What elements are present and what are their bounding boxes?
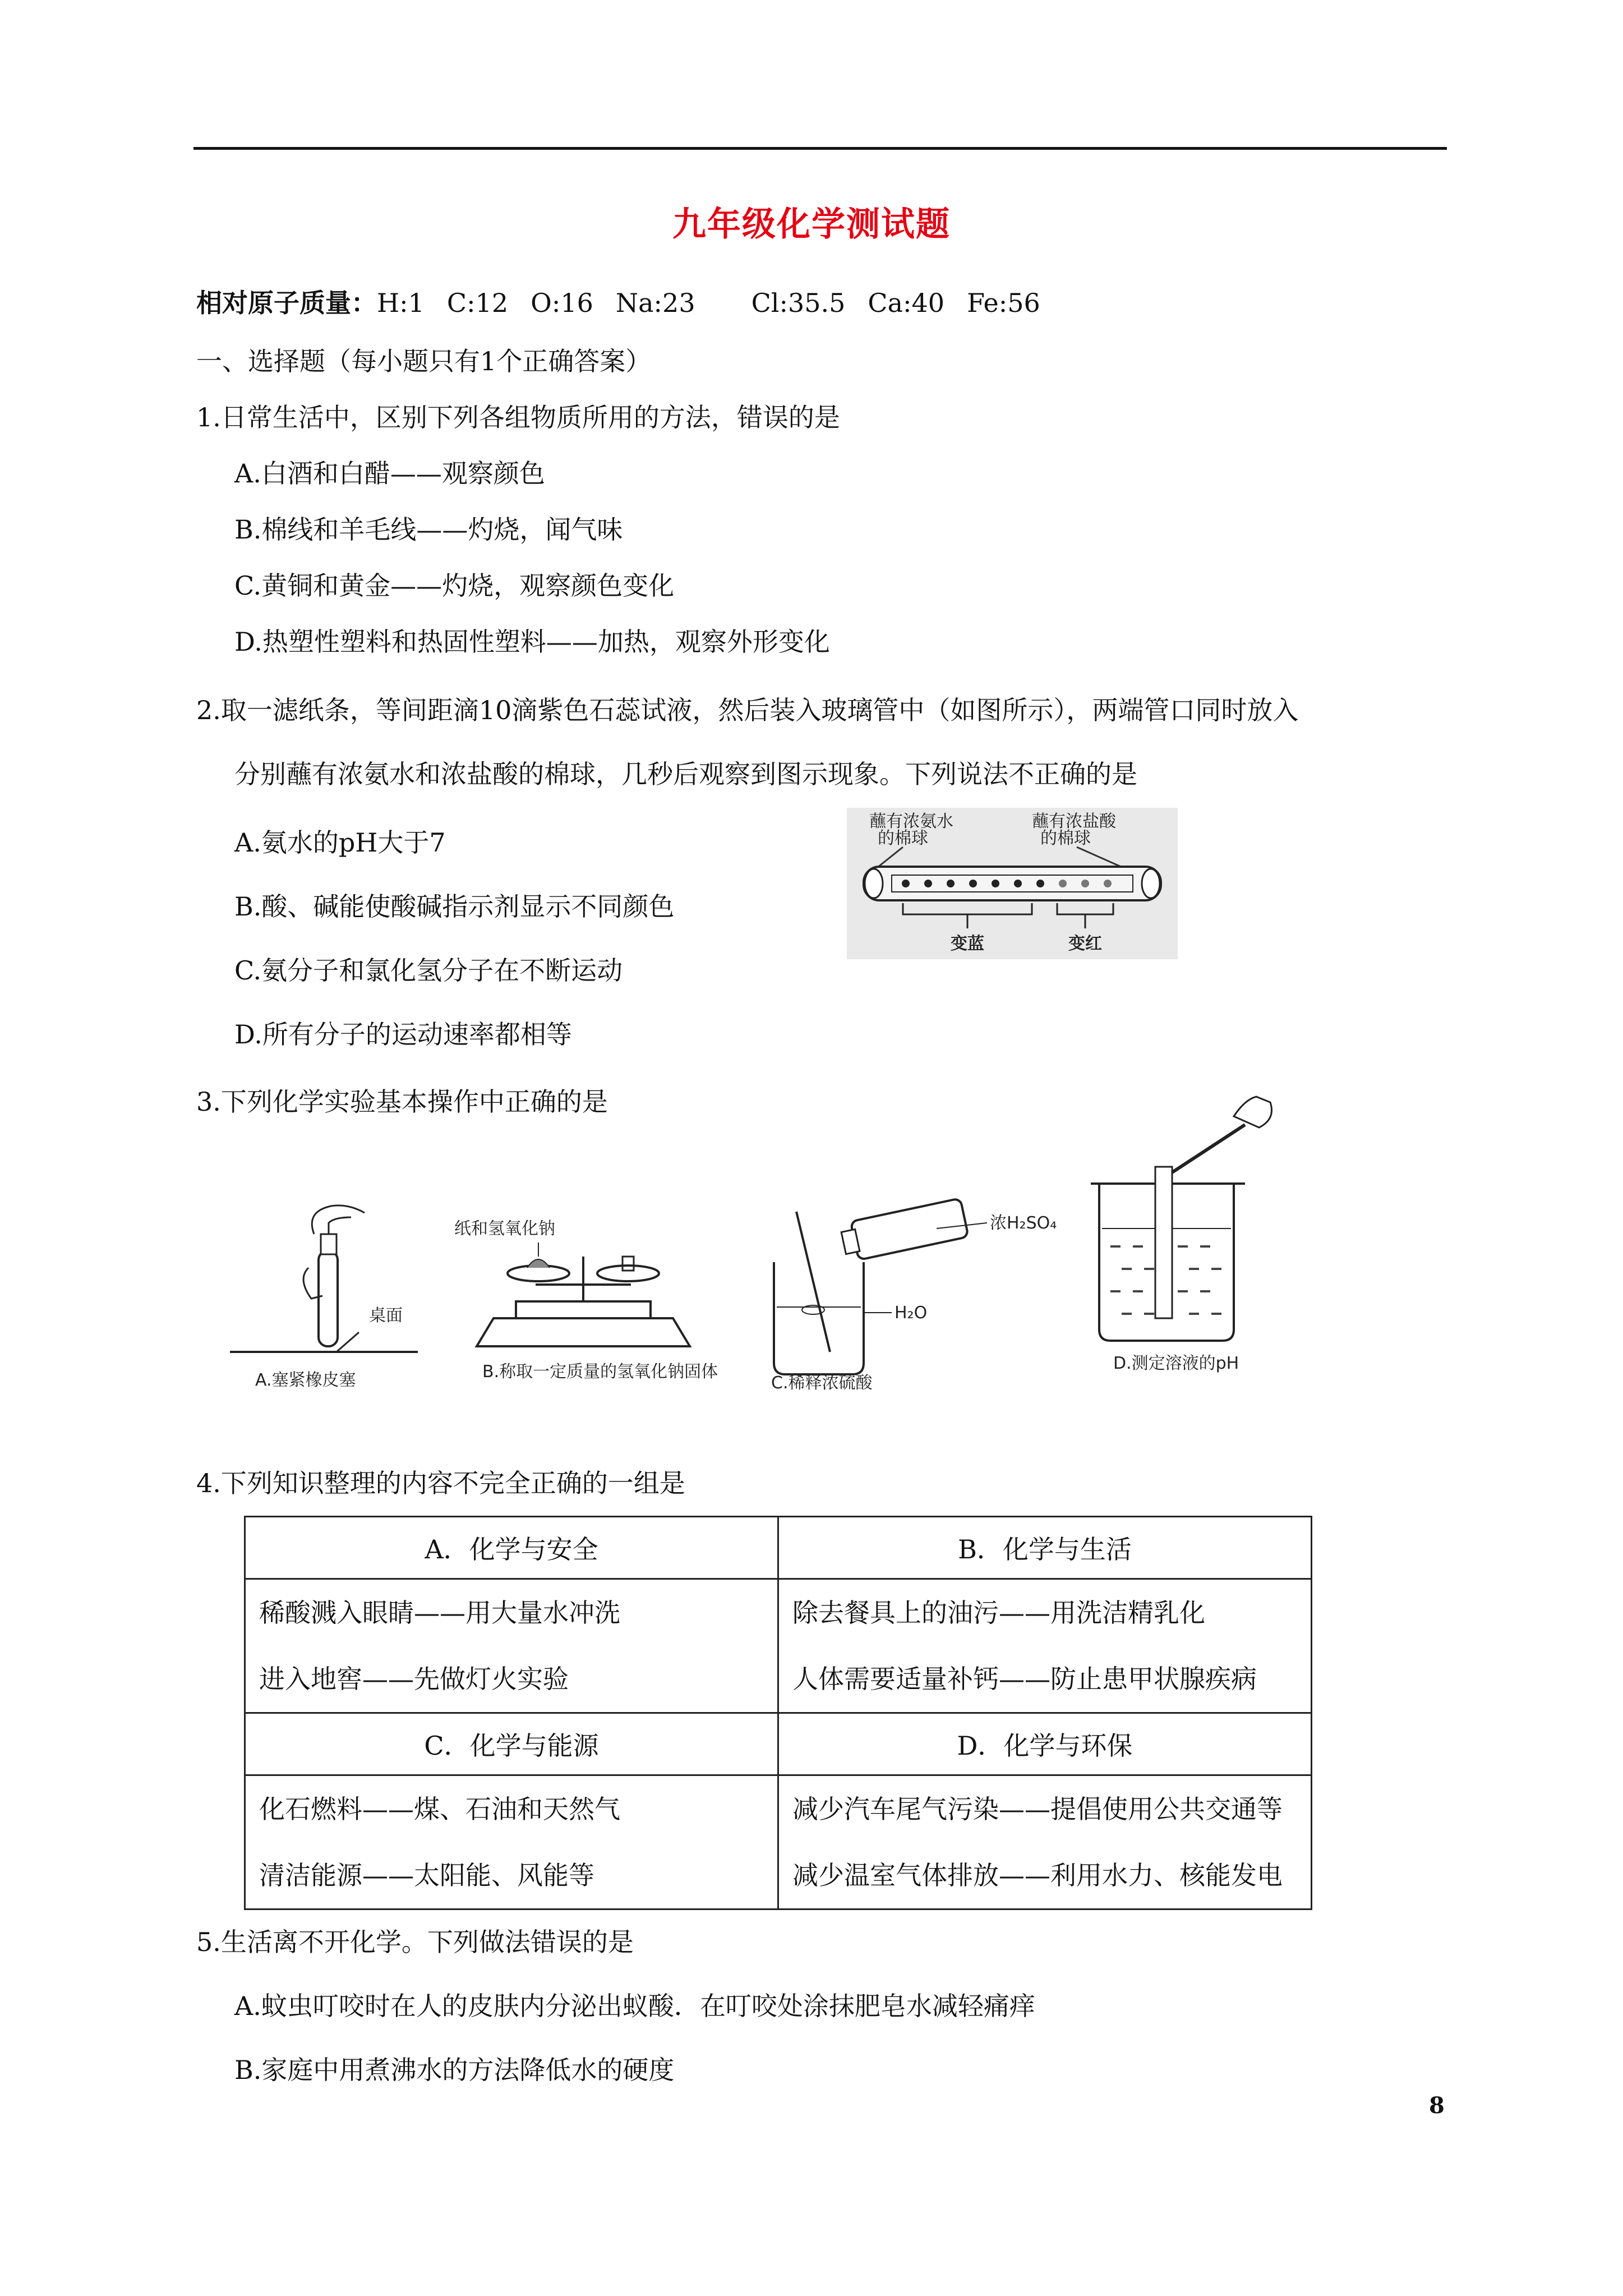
q2-right-label-1: 蘸有浓盐酸 xyxy=(1032,812,1116,831)
q2-blue-label: 变蓝 xyxy=(951,934,984,954)
figure-c-label: C.稀释浓硫酸 xyxy=(771,1373,873,1393)
q5-option-a: A.蚊虫叮咬时在人的皮肤内分泌出蚁酸．在叮咬处涂抹肥皂水减轻痛痒 xyxy=(234,1991,1035,2021)
q1-option-d: D.热塑性塑料和热固性塑料——加热，观察外形变化 xyxy=(234,627,830,657)
table-header-c: C．化学与能源 xyxy=(245,1713,778,1775)
figure-c-acid-label: 浓H₂SO₄ xyxy=(990,1213,1057,1233)
table-header-b: B．化学与生活 xyxy=(778,1517,1312,1579)
page-title: 九年级化学测试题 xyxy=(672,205,951,244)
figure-b-balance xyxy=(454,1219,718,1382)
table-header-d: D．化学与环保 xyxy=(778,1713,1312,1775)
mass-c: C:12 xyxy=(446,288,509,318)
table-c-line2: 清洁能源——太阳能、风能等 xyxy=(259,1860,594,1890)
table-cell-d xyxy=(778,1775,1312,1910)
q2-stem-line2: 分别蘸有浓氨水和浓盐酸的棉球，几秒后观察到图示现象。下列说法不正确的是 xyxy=(234,759,1137,789)
q4-stem: 4.下列知识整理的内容不完全正确的一组是 xyxy=(196,1468,685,1498)
mass-fe: Fe:56 xyxy=(967,288,1040,318)
cotton-ball-left xyxy=(865,869,883,898)
q1-option-a: A.白酒和白醋——观察颜色 xyxy=(234,458,545,489)
figure-d-label: D.测定溶液的pH xyxy=(1113,1354,1239,1373)
q2-left-label-1: 蘸有浓氨水 xyxy=(869,812,953,831)
atomic-masses xyxy=(196,286,1063,320)
q2-glass-tube-figure xyxy=(847,808,1178,959)
mass-o: O:16 xyxy=(531,288,593,318)
q2-right-label-2: 的棉球 xyxy=(1040,829,1091,848)
table-b-line1: 除去餐具上的油污——用洗洁精乳化 xyxy=(792,1598,1205,1628)
q2-left-label-2: 的棉球 xyxy=(878,829,928,848)
figure-d-ph-test xyxy=(1091,1097,1272,1373)
q1-stem: 1.日常生活中，区别下列各组物质所用的方法，错误的是 xyxy=(196,402,840,432)
q1-option-b: B.棉线和羊毛线——灼烧，闻气味 xyxy=(234,514,623,545)
figure-a-label: A.塞紧橡皮塞 xyxy=(255,1370,356,1390)
table-a-line2: 进入地窖——先做灯火实验 xyxy=(259,1664,569,1694)
table-b-line2: 人体需要适量补钙——防止患甲状腺疾病 xyxy=(792,1664,1257,1694)
cotton-ball-right xyxy=(1142,869,1160,898)
figure-a-desk-label: 桌面 xyxy=(369,1306,403,1326)
figure-c-water-label: H₂O xyxy=(895,1303,928,1323)
table-header-a: A．化学与安全 xyxy=(245,1517,778,1579)
q2-option-a: A.氨水的pH大于7 xyxy=(234,827,446,858)
q2-red-label: 变红 xyxy=(1068,934,1102,954)
mass-ca: Ca:40 xyxy=(868,288,945,318)
q2-option-c: C.氨分子和氯化氢分子在不断运动 xyxy=(234,955,623,986)
header-rule xyxy=(193,147,1447,150)
figure-c-beaker xyxy=(771,1198,1057,1393)
q2-stem-line1: 2.取一滤纸条，等间距滴10滴紫色石蕊试液，然后装入玻璃管中（如图所示），两端管口同时放入 xyxy=(196,695,1299,725)
q3-stem: 3.下列化学实验基本操作中正确的是 xyxy=(196,1087,608,1117)
section-heading: 一、选择题（每小题只有1个正确答案） xyxy=(196,346,652,376)
figure-b-label: B.称取一定质量的氢氧化钠固体 xyxy=(482,1362,718,1382)
table-cell-b xyxy=(778,1579,1312,1713)
table-d-line1: 减少汽车尾气污染——提倡使用公共交通等 xyxy=(792,1794,1283,1824)
table-c-line1: 化石燃料——煤、石油和天然气 xyxy=(259,1794,620,1824)
figure-b-top-label: 纸和氢氧化钠 xyxy=(454,1219,555,1239)
q2-option-d: D.所有分子的运动速率都相等 xyxy=(234,1019,572,1050)
page-number: 8 xyxy=(1429,2092,1445,2119)
table-cell-a xyxy=(245,1579,778,1713)
mass-cl: Cl:35.5 xyxy=(751,288,846,318)
q2-option-b: B.酸、碱能使酸碱指示剂显示不同颜色 xyxy=(234,891,675,922)
q1-option-c: C.黄铜和黄金——灼烧，观察颜色变化 xyxy=(234,570,675,601)
figure-a-test-tube xyxy=(230,1205,418,1390)
mass-na: Na:23 xyxy=(615,288,695,318)
q5-stem: 5.生活离不开化学。下列做法错误的是 xyxy=(196,1927,634,1957)
table-a-line1: 稀酸溅入眼睛——用大量水冲洗 xyxy=(259,1598,620,1628)
mass-h: H:1 xyxy=(377,288,425,318)
table-d-line2: 减少温室气体排放——利用水力、核能发电 xyxy=(792,1860,1283,1890)
q5-option-b: B.家庭中用煮沸水的方法降低水的硬度 xyxy=(234,2055,675,2085)
knowledge-table xyxy=(244,1516,1312,1910)
table-cell-c xyxy=(245,1775,778,1910)
q3-figures xyxy=(224,1083,1335,1402)
masses-label: 相对原子质量： xyxy=(196,288,377,318)
